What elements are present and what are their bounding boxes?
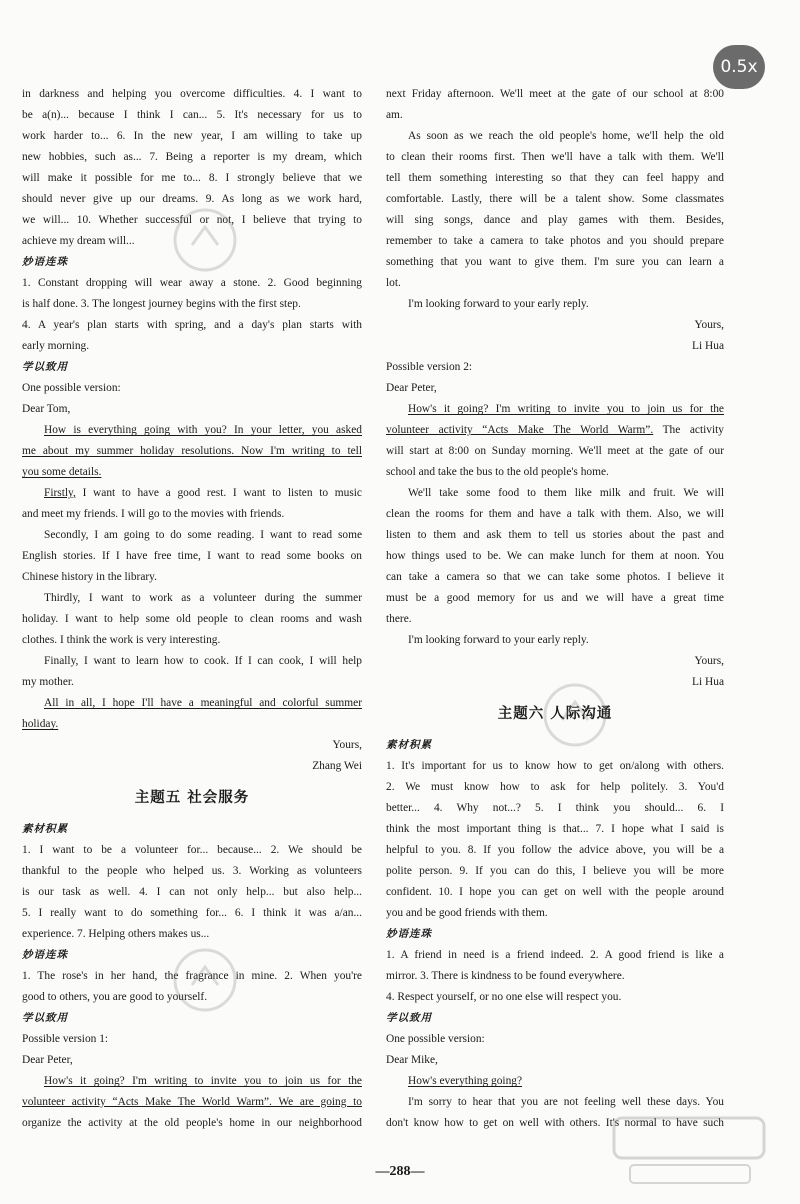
section-label-use: 学以致用 bbox=[22, 1012, 68, 1024]
text-line: Finally, I want to learn how to cook. If I can cook, I will help bbox=[44, 655, 362, 667]
text-line: 1. Constant dropping will wear away a stone. 2. Good beginning bbox=[22, 277, 362, 289]
version-intro: Possible version 1: bbox=[22, 1033, 109, 1045]
text-line: listen to them and ask them to tell us stories about the past and bbox=[386, 529, 724, 541]
text-line: 1. I want to be a volunteer for... because... 2. We should be bbox=[22, 844, 362, 856]
text-line: will start at 8:00 on Sunday morning. We'll meet at the gate of our bbox=[386, 445, 724, 457]
text-line: good to others, you are good to yourself. bbox=[22, 991, 208, 1003]
text-line: 1. A friend in need is a friend indeed. 2. A good friend is like a bbox=[386, 949, 724, 961]
text-line: As soon as we reach the old people's home, we'll help the old bbox=[408, 130, 724, 142]
text-line: in darkness and helping you overcome difficulties. 4. I want to bbox=[22, 88, 362, 100]
text-line: holiday. I want to help some old people to clean rooms and wash bbox=[22, 613, 362, 625]
text-line: must be a good memory for us and we will have a great time bbox=[386, 592, 724, 604]
text-line: work harder to... 6. In the new year, I am willing to take up bbox=[22, 130, 362, 142]
text-line: school and take the bus to the old people's home. bbox=[386, 466, 609, 478]
text-line: 1. It's important for us to know how to get on/along with others. bbox=[386, 760, 724, 772]
text-line: How's it going? I'm writing to invite you to join us for the bbox=[44, 1075, 362, 1087]
salutation: Dear Peter, bbox=[22, 1054, 73, 1066]
text-line: Firstly, I want to have a good rest. I want to listen to music bbox=[44, 487, 362, 499]
text-line: will make it possible for me to... 8. I strongly believe that we bbox=[22, 172, 362, 184]
right-column bbox=[386, 84, 724, 1134]
text-line: volunteer activity “Acts Make The World Warm”. We are going to bbox=[22, 1096, 362, 1108]
text-line: you some details. bbox=[22, 466, 102, 478]
section-label-phrases: 妙语连珠 bbox=[22, 256, 68, 268]
section-label-use: 学以致用 bbox=[22, 361, 68, 373]
watermark-stamp-icon bbox=[170, 945, 240, 1015]
text-line: 4. A year's plan starts with spring, and a day's plan starts with bbox=[22, 319, 362, 331]
text-line: will sing songs, dance and play games with them. Besides, bbox=[386, 214, 724, 226]
text-line: remember to take a camera to take photos and you should prepare bbox=[386, 235, 724, 247]
text-line: you and be good friends with them. bbox=[386, 907, 548, 919]
signature: Li Hua bbox=[692, 340, 724, 352]
section-label-material: 素材积累 bbox=[386, 739, 432, 751]
text-line: holiday. bbox=[22, 718, 59, 730]
text-line: 2. We must know how to ask for help politely. 3. You'd bbox=[386, 781, 724, 793]
signature: Li Hua bbox=[692, 676, 724, 688]
text-line: is half done. 3. The longest journey begins with the first step. bbox=[22, 298, 301, 310]
text-line: helpful to you. 8. If you follow the advice above, you will be a bbox=[386, 844, 724, 856]
section-title-theme-5: 主题五 社会服务 bbox=[134, 790, 250, 806]
text-line: clothes. I think the work is very interesting. bbox=[22, 634, 221, 646]
text-line: am. bbox=[386, 109, 403, 121]
text-line: don't know how to get on well with others. It's normal to have such bbox=[386, 1117, 724, 1129]
version-intro: Possible version 2: bbox=[386, 361, 473, 373]
text-line: 5. I really want to do something for... 6. I think it was a/an... bbox=[22, 907, 362, 919]
text-line: I'm looking forward to your early reply. bbox=[408, 298, 589, 310]
text-line: comfortable. Lastly, there will be a talent show. Some classmates bbox=[386, 193, 724, 205]
text-line: there. bbox=[386, 613, 412, 625]
text-line: next Friday afternoon. We'll meet at the gate of our school at 8:00 bbox=[386, 88, 724, 100]
page-number: —288— bbox=[375, 1164, 425, 1179]
text-line: We'll take some food to them like milk and fruit. We will bbox=[408, 487, 724, 499]
text-line: I'm sorry to hear that you are not feeling well these days. You bbox=[408, 1096, 724, 1108]
section-label-phrases: 妙语连珠 bbox=[22, 949, 68, 961]
text-line: to clean their rooms first. Then we'll have a talk with them. We'll bbox=[386, 151, 724, 163]
text-line: better... 4. Why not...? 5. I think you should... 6. I bbox=[386, 802, 724, 814]
section-label-material: 素材积累 bbox=[22, 823, 68, 835]
text-line: we will... 10. Whether successful or not, I believe that trying to bbox=[22, 214, 362, 226]
text-line: All in all, I hope I'll have a meaningful and colorful summer bbox=[44, 697, 362, 709]
text-line: mirror. 3. There is kindness to be found everywhere. bbox=[386, 970, 625, 982]
text-line: and meet my friends. I will go to the movies with friends. bbox=[22, 508, 285, 520]
text-line: Chinese history in the library. bbox=[22, 571, 157, 583]
text-line: How is everything going with you? In your letter, you asked bbox=[44, 424, 362, 436]
text-line: tell them something interesting so that they can feel happy and bbox=[386, 172, 724, 184]
section-title-theme-6: 主题六 人际沟通 bbox=[497, 706, 613, 722]
version-intro: One possible version: bbox=[22, 382, 121, 394]
text-line: polite person. 9. If you can do this, I believe you will be more bbox=[386, 865, 724, 877]
text-line: 1. The rose's in her hand, the fragrance in mine. 2. When you're bbox=[22, 970, 362, 982]
watermark-stamp-icon bbox=[540, 680, 610, 750]
text-line: achieve my dream will... bbox=[22, 235, 135, 247]
text-line: clean the rooms for them and have a talk with them. Also, we will bbox=[386, 508, 724, 520]
text-line: should never give up our dreams. 9. As long as we work hard, bbox=[22, 193, 362, 205]
text-line: lot. bbox=[386, 277, 401, 289]
text-line: experience. 7. Helping others makes us... bbox=[22, 928, 210, 940]
text-line: be a(n)... because I think I can... 5. It's necessary for us to bbox=[22, 109, 362, 121]
text-line: is our task as well. 4. I can not only help... but also help... bbox=[22, 886, 362, 898]
text-line: can take a camera so that we can take some photos. I believe it bbox=[386, 571, 724, 583]
text-line: think the most important thing is that... 7. I hope what I said is bbox=[386, 823, 724, 835]
salutation: Dear Tom, bbox=[22, 403, 71, 415]
version-intro: One possible version: bbox=[386, 1033, 485, 1045]
text-line: my mother. bbox=[22, 676, 74, 688]
text-line: I'm looking forward to your early reply. bbox=[408, 634, 589, 646]
text-line: me about my summer holiday resolutions. Now I'm writing to tell bbox=[22, 445, 362, 457]
text-line: Thirdly, I want to work as a volunteer during the summer bbox=[44, 592, 362, 604]
zoom-level-badge[interactable]: 0.5x bbox=[713, 45, 765, 89]
text-line: organize the activity at the old people's home in our neighborhood bbox=[22, 1117, 362, 1129]
salutation: Dear Peter, bbox=[386, 382, 437, 394]
watermark-stamp-icon bbox=[170, 205, 240, 275]
text-line: early morning. bbox=[22, 340, 90, 352]
text-line: volunteer activity “Acts Make The World Warm”. The activity bbox=[386, 424, 724, 436]
text-line: thankful to the people who helped us. 3. Working as volunteers bbox=[22, 865, 362, 877]
section-label-phrases: 妙语连珠 bbox=[386, 928, 432, 940]
closing: Yours, bbox=[694, 319, 724, 331]
text-line: How's it going? I'm writing to invite you to join us for the bbox=[408, 403, 724, 415]
salutation: Dear Mike, bbox=[386, 1054, 438, 1066]
signature: Zhang Wei bbox=[312, 760, 362, 772]
text-line: English stories. If I have free time, I want to read some books on bbox=[22, 550, 362, 562]
section-label-use: 学以致用 bbox=[386, 1012, 432, 1024]
text-line: confident. 10. I hope you can get on well with the people around bbox=[386, 886, 724, 898]
text-line: Secondly, I am going to do some reading. I want to read some bbox=[44, 529, 362, 541]
text-line: How's everything going? bbox=[408, 1075, 523, 1087]
text-line: how things used to be. We can make lunch for them at noon. You bbox=[386, 550, 724, 562]
text-line: new hobbies, such as... 7. Being a reporter is my dream, which bbox=[22, 151, 362, 163]
closing: Yours, bbox=[694, 655, 724, 667]
text-line: something that you want to give them. I'm sure you can learn a bbox=[386, 256, 724, 268]
text-line: 4. Respect yourself, or no one else will respect you. bbox=[386, 991, 622, 1003]
closing: Yours, bbox=[332, 739, 362, 751]
